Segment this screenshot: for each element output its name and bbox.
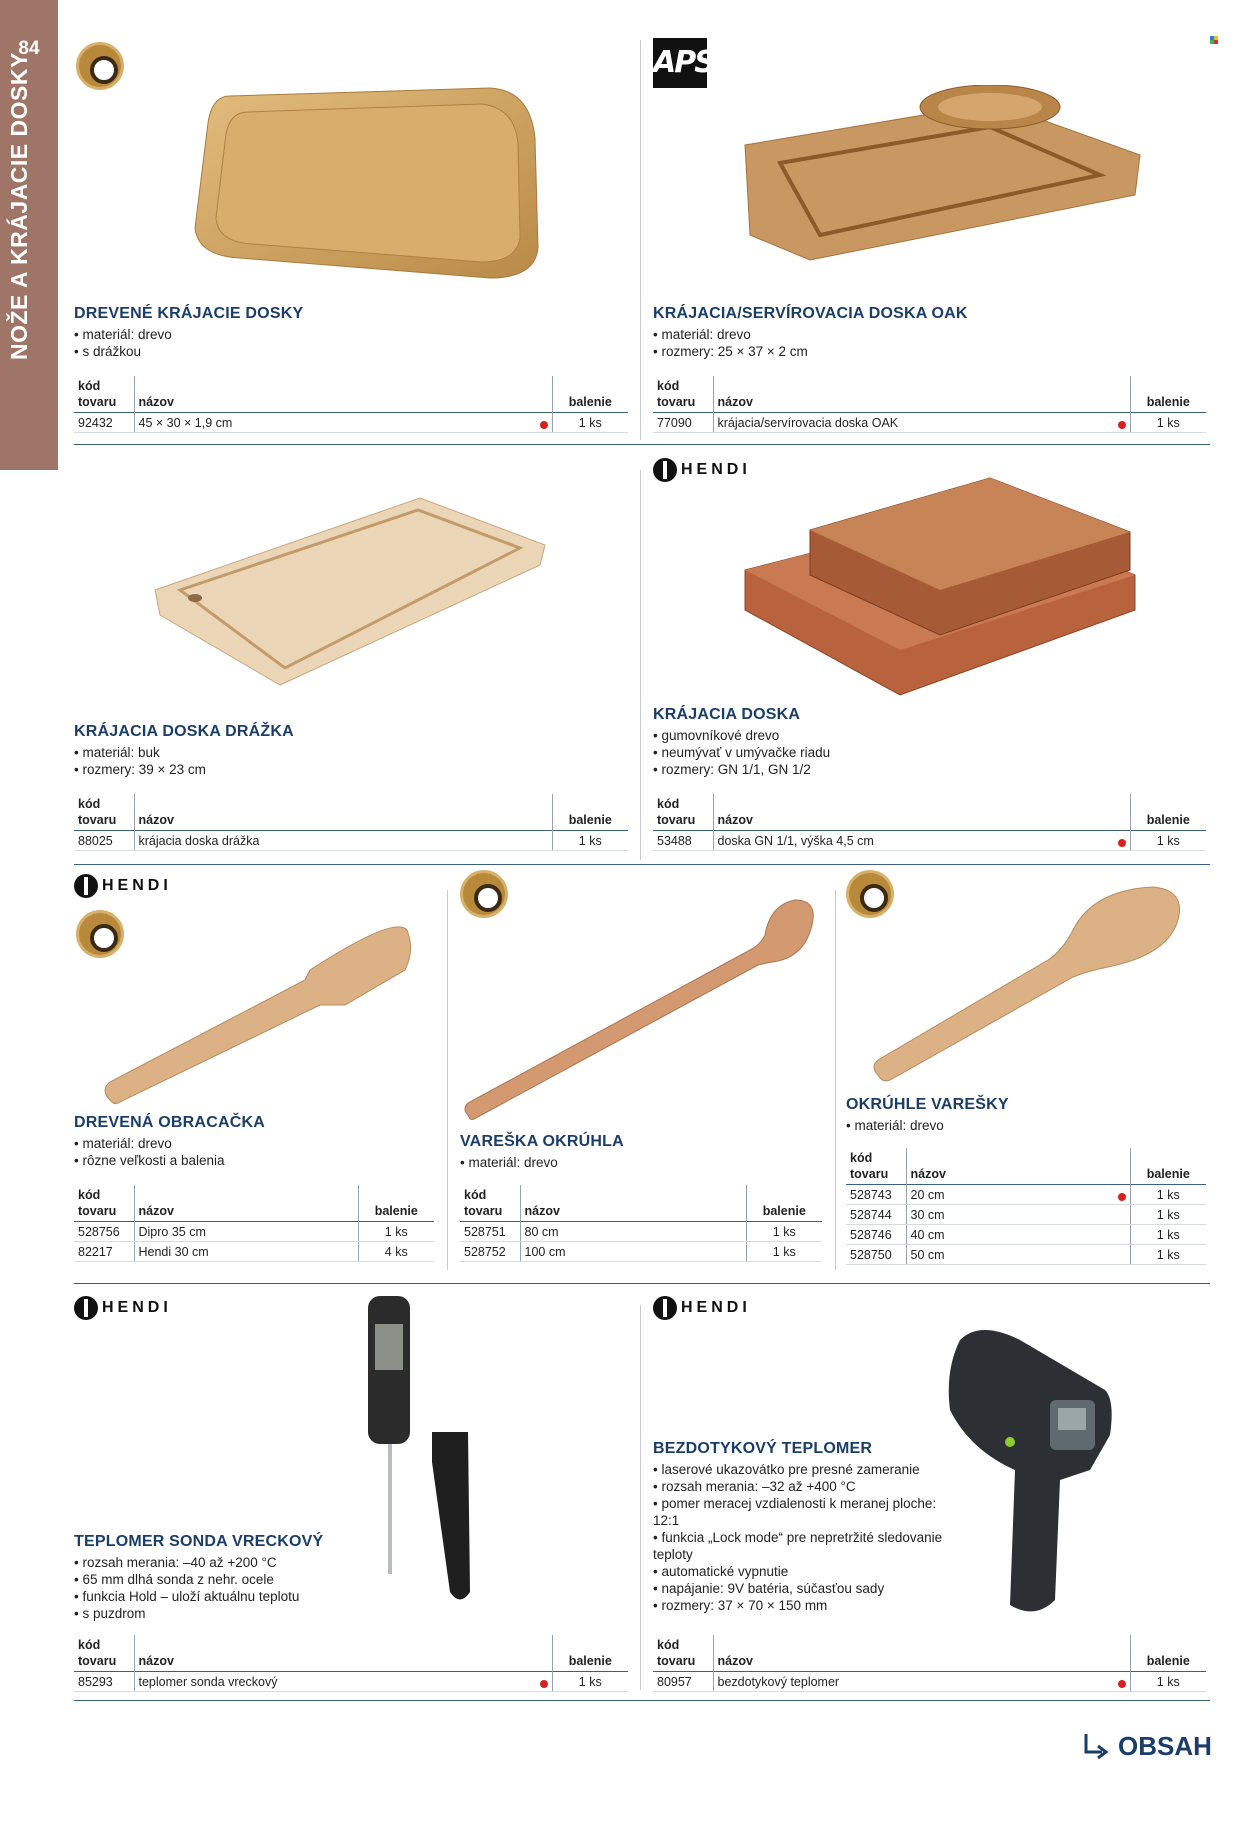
- feature: • gumovníkové drevo: [653, 727, 830, 744]
- feature: • napájanie: 9V batéria, súčasťou sady: [653, 1580, 943, 1597]
- feature: • 65 mm dlhá sonda z nehr. ocele: [74, 1571, 299, 1588]
- cell-code: 82217: [74, 1242, 134, 1262]
- col-name: názov: [713, 376, 1130, 413]
- product-title: VAREŠKA OKRÚHLA: [460, 1133, 624, 1150]
- feature: • materiál: drevo: [74, 326, 172, 343]
- col-code: kód tovaru: [78, 797, 117, 827]
- contents-label: OBSAH: [1118, 1730, 1212, 1761]
- arrow-return-icon: [1080, 1730, 1112, 1762]
- product-title: BEZDOTYKOVÝ TEPLOMER: [653, 1440, 873, 1457]
- cell-code: 528743: [846, 1185, 906, 1205]
- new-dot-icon: [1118, 839, 1126, 847]
- row-separator: [74, 444, 1210, 445]
- divider: [640, 1305, 641, 1690]
- wooden-board-image: [190, 78, 550, 283]
- hendi-mark-icon: [653, 1296, 677, 1320]
- cell-pack: 1 ks: [1130, 1245, 1206, 1265]
- table-row: [74, 1672, 628, 1692]
- feature: • materiál: drevo: [653, 326, 808, 343]
- col-name: názov: [134, 376, 552, 413]
- section-sidebar: [0, 0, 58, 470]
- flag-icon: [1210, 36, 1218, 44]
- col-code: kód tovaru: [78, 1188, 117, 1218]
- cell-code: 528750: [846, 1245, 906, 1265]
- table-row: [653, 1672, 1206, 1692]
- cell-name: 100 cm: [520, 1242, 746, 1262]
- page-number: 84: [18, 38, 40, 59]
- row-separator: [74, 864, 1210, 865]
- product-table: [846, 1148, 1206, 1265]
- product-table: [460, 1185, 822, 1262]
- new-dot-icon: [1118, 1193, 1126, 1201]
- hendi-wordmark: HENDI: [102, 877, 172, 894]
- feature: • materiál: drevo: [460, 1154, 558, 1171]
- cell-code: 528752: [460, 1242, 520, 1262]
- cell-code: 80957: [653, 1672, 713, 1692]
- product-features: [846, 1117, 944, 1134]
- table-row: [846, 1225, 1206, 1245]
- cell-code: 528756: [74, 1222, 134, 1242]
- cell-code: 77090: [653, 413, 713, 433]
- col-pack: balenie: [358, 1185, 434, 1222]
- probe-thermometer-image: [360, 1292, 480, 1612]
- product-table: [653, 794, 1206, 851]
- table-row: [74, 1222, 434, 1242]
- cell-name: 40 cm: [906, 1225, 1130, 1245]
- cell-pack: 1 ks: [358, 1222, 434, 1242]
- feature: • rozmery: GN 1/1, GN 1/2: [653, 761, 830, 778]
- product-title: KRÁJACIA DOSKA: [653, 706, 801, 723]
- product-features: [74, 744, 206, 778]
- feature: • automatické vypnutie: [653, 1563, 943, 1580]
- col-code: kód tovaru: [657, 379, 696, 409]
- col-name: názov: [713, 1635, 1130, 1672]
- new-dot-icon: [540, 421, 548, 429]
- col-pack: balenie: [552, 376, 628, 413]
- table-row: [74, 413, 628, 433]
- cell-code: 92432: [74, 413, 134, 433]
- row-separator: [74, 1283, 1210, 1284]
- cell-pack: 1 ks: [552, 831, 628, 851]
- product-table: [653, 376, 1206, 433]
- cell-name: doska GN 1/1, výška 4,5 cm: [717, 833, 874, 848]
- col-pack: balenie: [1130, 1635, 1206, 1672]
- aps-logo: APS: [653, 38, 707, 88]
- feature: • rôzne veľkosti a balenia: [74, 1152, 225, 1169]
- col-pack: balenie: [746, 1185, 822, 1222]
- col-pack: balenie: [1130, 376, 1206, 413]
- col-name: názov: [134, 1185, 358, 1222]
- product-table: [74, 1185, 434, 1262]
- product-title: OKRÚHLE VAREŠKY: [846, 1096, 1009, 1113]
- table-row: [653, 413, 1206, 433]
- table-row: [846, 1245, 1206, 1265]
- cell-pack: 1 ks: [552, 1672, 628, 1692]
- hendi-wordmark: HENDI: [102, 1299, 172, 1316]
- cell-pack: 1 ks: [1130, 1672, 1206, 1692]
- cell-name: 45 × 30 × 1,9 cm: [138, 415, 233, 430]
- section-title: NOŽE A KRÁJACIE DOSKY: [6, 52, 32, 360]
- product-table: [74, 376, 628, 433]
- product-title: TEPLOMER SONDA VRECKOVÝ: [74, 1533, 324, 1550]
- feature: • laserové ukazovátko pre presné zameranie: [653, 1461, 943, 1478]
- feature: • funkcia „Lock mode“ pre nepretržité sledovanie teploty: [653, 1529, 943, 1563]
- product-features: [653, 326, 808, 360]
- hendi-mark-icon: [74, 874, 98, 898]
- table-row: [846, 1205, 1206, 1225]
- col-code: kód tovaru: [657, 797, 696, 827]
- product-features: [74, 1135, 225, 1169]
- hendi-logo: [74, 1290, 172, 1326]
- product-features: [653, 1461, 943, 1614]
- feature: • neumývať v umývačke riadu: [653, 744, 830, 761]
- table-row: [460, 1222, 822, 1242]
- divider: [640, 470, 641, 860]
- feature: • rozmery: 37 × 70 × 150 mm: [653, 1597, 943, 1614]
- product-features: [653, 727, 830, 778]
- hendi-logo: [653, 1290, 751, 1326]
- cell-code: 528744: [846, 1205, 906, 1225]
- hendi-logo: [74, 868, 172, 904]
- cell-pack: 1 ks: [1130, 413, 1206, 433]
- product-table: [74, 1635, 628, 1692]
- feature: • s puzdrom: [74, 1605, 299, 1622]
- cell-pack: 1 ks: [746, 1242, 822, 1262]
- hendi-wordmark: HENDI: [681, 1299, 751, 1316]
- feature: • funkcia Hold – uloží aktuálnu teplotu: [74, 1588, 299, 1605]
- col-pack: balenie: [1130, 794, 1206, 831]
- cell-code: 528751: [460, 1222, 520, 1242]
- cell-code: 53488: [653, 831, 713, 851]
- product-title: DREVENÉ KRÁJACIE DOSKY: [74, 305, 304, 322]
- cell-name: 30 cm: [906, 1205, 1130, 1225]
- product-title: KRÁJACIA/SERVÍROVACIA DOSKA OAK: [653, 305, 968, 322]
- col-name: názov: [134, 1635, 552, 1672]
- cell-name: krájacia doska drážka: [134, 831, 552, 851]
- col-name: názov: [906, 1148, 1130, 1185]
- col-code: kód tovaru: [78, 379, 117, 409]
- cell-pack: 1 ks: [552, 413, 628, 433]
- cell-pack: 1 ks: [1130, 1225, 1206, 1245]
- product-table: [653, 1635, 1206, 1692]
- cell-pack: 4 ks: [358, 1242, 434, 1262]
- col-name: názov: [713, 794, 1130, 831]
- product-title: DREVENÁ OBRACAČKA: [74, 1114, 265, 1131]
- product-features: [74, 326, 172, 360]
- cell-name: Hendi 30 cm: [134, 1242, 358, 1262]
- infrared-thermometer-image: [940, 1320, 1120, 1620]
- beech-board-image: [150, 490, 550, 690]
- product-features: [460, 1154, 558, 1171]
- endgrain-board-image: [740, 470, 1140, 700]
- cell-name: 20 cm: [910, 1187, 945, 1202]
- contents-link[interactable]: [1080, 1730, 1212, 1762]
- cell-pack: 1 ks: [1130, 1205, 1206, 1225]
- feature: • rozmery: 25 × 37 × 2 cm: [653, 343, 808, 360]
- row-separator: [74, 1700, 1210, 1701]
- new-dot-icon: [540, 1680, 548, 1688]
- table-row: [653, 831, 1206, 851]
- long-spoon-image: [460, 895, 820, 1125]
- col-pack: balenie: [552, 1635, 628, 1672]
- col-code: kód tovaru: [657, 1638, 696, 1668]
- feature: • materiál: drevo: [74, 1135, 225, 1152]
- col-pack: balenie: [552, 794, 628, 831]
- new-dot-icon: [1118, 421, 1126, 429]
- divider: [640, 40, 641, 440]
- cell-name: 80 cm: [520, 1222, 746, 1242]
- divider: [835, 890, 836, 1270]
- feature: • rozmery: 39 × 23 cm: [74, 761, 206, 778]
- cell-code: 88025: [74, 831, 134, 851]
- cell-code: 85293: [74, 1672, 134, 1692]
- feature: • materiál: drevo: [846, 1117, 944, 1134]
- cell-code: 528746: [846, 1225, 906, 1245]
- feature: • rozsah merania: –40 až +200 °C: [74, 1554, 299, 1571]
- col-name: názov: [134, 794, 552, 831]
- hendi-mark-icon: [74, 1296, 98, 1320]
- table-row: [460, 1242, 822, 1262]
- product-features: [74, 1554, 299, 1622]
- col-code: kód tovaru: [850, 1151, 889, 1181]
- feature: • pomer meracej vzdialenosti k meranej ploche: 12:1: [653, 1495, 943, 1529]
- cell-name: bezdotykový teplomer: [717, 1674, 840, 1689]
- spatula-image: [95, 910, 415, 1110]
- cell-name: teplomer sonda vreckový: [138, 1674, 278, 1689]
- hendi-mark-icon: [653, 458, 677, 482]
- cell-name: krájacia/servírovacia doska OAK: [717, 415, 899, 430]
- feature: • rozsah merania: –32 až +400 °C: [653, 1478, 943, 1495]
- hendi-wordmark: HENDI: [681, 461, 751, 478]
- table-row: [74, 1242, 434, 1262]
- feature: • materiál: buk: [74, 744, 206, 761]
- col-pack: balenie: [1130, 1148, 1206, 1185]
- brand-logo-icon: [76, 42, 124, 90]
- col-code: kód tovaru: [464, 1188, 503, 1218]
- table-row: [846, 1185, 1206, 1205]
- round-spoon-image: [868, 885, 1188, 1085]
- oak-board-image: [740, 85, 1145, 265]
- table-row: [74, 831, 628, 851]
- cell-pack: 1 ks: [1130, 831, 1206, 851]
- hendi-logo: [653, 452, 751, 488]
- cell-pack: 1 ks: [746, 1222, 822, 1242]
- cell-name: 50 cm: [906, 1245, 1130, 1265]
- cell-pack: 1 ks: [1130, 1185, 1206, 1205]
- col-name: názov: [520, 1185, 746, 1222]
- product-table: [74, 794, 628, 851]
- cell-name: Dipro 35 cm: [134, 1222, 358, 1242]
- col-code: kód tovaru: [78, 1638, 117, 1668]
- divider: [447, 890, 448, 1270]
- new-dot-icon: [1118, 1680, 1126, 1688]
- feature: • s drážkou: [74, 343, 172, 360]
- product-title: KRÁJACIA DOSKA DRÁŽKA: [74, 723, 294, 740]
